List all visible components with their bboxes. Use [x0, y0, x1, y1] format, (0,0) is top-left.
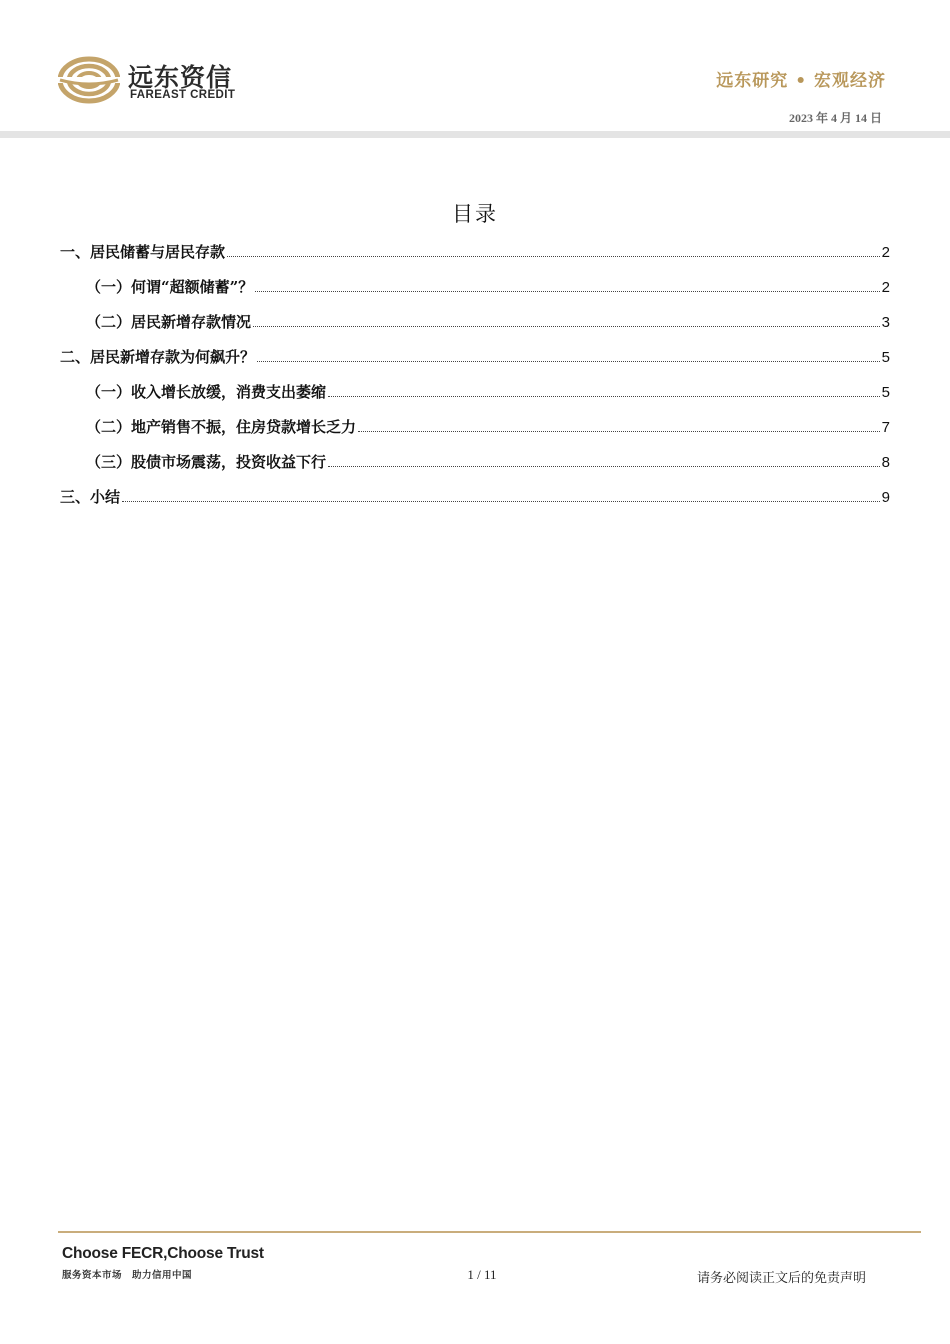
report-category: 远东研究 • 宏观经济 [716, 71, 886, 91]
toc-entry-page: 9 [881, 489, 890, 506]
toc-dot-leader [257, 361, 880, 362]
toc-entry-label: （二）居民新增存款情况 [86, 313, 252, 331]
page-number: 1 / 11 [467, 1267, 497, 1282]
report-date: 2023 年 4 月 14 日 [788, 111, 882, 125]
toc-entry-label: 三、小结 [60, 488, 121, 506]
toc-entry-page: 8 [881, 454, 890, 471]
toc-entry[interactable] [86, 381, 890, 401]
toc-entry-page: 5 [881, 349, 890, 366]
toc-entry-label: （一）何谓“超额储蓄”？ [86, 278, 254, 296]
page-header [0, 0, 950, 140]
toc-entry-label: 一、居民储蓄与居民存款 [60, 243, 226, 261]
toc-entry-page: 3 [881, 314, 890, 331]
toc-entry-page: 7 [881, 419, 890, 436]
toc-dot-leader [358, 431, 880, 432]
logo-chinese-name: 远东资信 [128, 63, 233, 92]
footer-disclaimer: 请务必阅读正文后的免责声明 [696, 1271, 866, 1286]
footer-divider [58, 1231, 921, 1233]
toc-entry[interactable] [86, 276, 890, 296]
toc-dot-leader [328, 466, 880, 467]
toc-dot-leader [328, 396, 880, 397]
toc-entry-page: 5 [881, 384, 890, 401]
toc-entry-label: 二、居民新增存款为何飙升？ [60, 348, 256, 366]
toc-entry-page: 2 [881, 279, 890, 296]
toc-entry-label: （二）地产销售不振，住房贷款增长乏力 [86, 418, 357, 436]
toc-entry-page: 2 [881, 244, 890, 261]
toc-entry-label: （三）股债市场震荡，投资收益下行 [86, 453, 327, 471]
toc-dot-leader [255, 291, 879, 292]
toc-entry[interactable] [86, 416, 890, 436]
footer-subtitle: 服务资本市场 助力信用中国 [62, 1270, 193, 1281]
toc-dot-leader [253, 326, 880, 327]
footer-slogan: Choose FECR,Choose Trust [62, 1245, 264, 1262]
toc-entry[interactable] [60, 346, 890, 366]
header-divider [0, 131, 950, 138]
toc-entry[interactable] [60, 486, 890, 506]
toc-dot-leader [122, 501, 880, 502]
toc-title: 目录 [452, 202, 498, 226]
toc-entry[interactable] [86, 451, 890, 471]
toc-entry[interactable] [60, 241, 890, 261]
fareast-credit-logo-icon [58, 54, 120, 106]
toc-entry[interactable] [86, 311, 890, 331]
toc-entry-label: （一）收入增长放缓，消费支出萎缩 [86, 383, 327, 401]
logo-english-name: FAREAST CREDIT [130, 89, 236, 101]
toc-dot-leader [227, 256, 880, 257]
